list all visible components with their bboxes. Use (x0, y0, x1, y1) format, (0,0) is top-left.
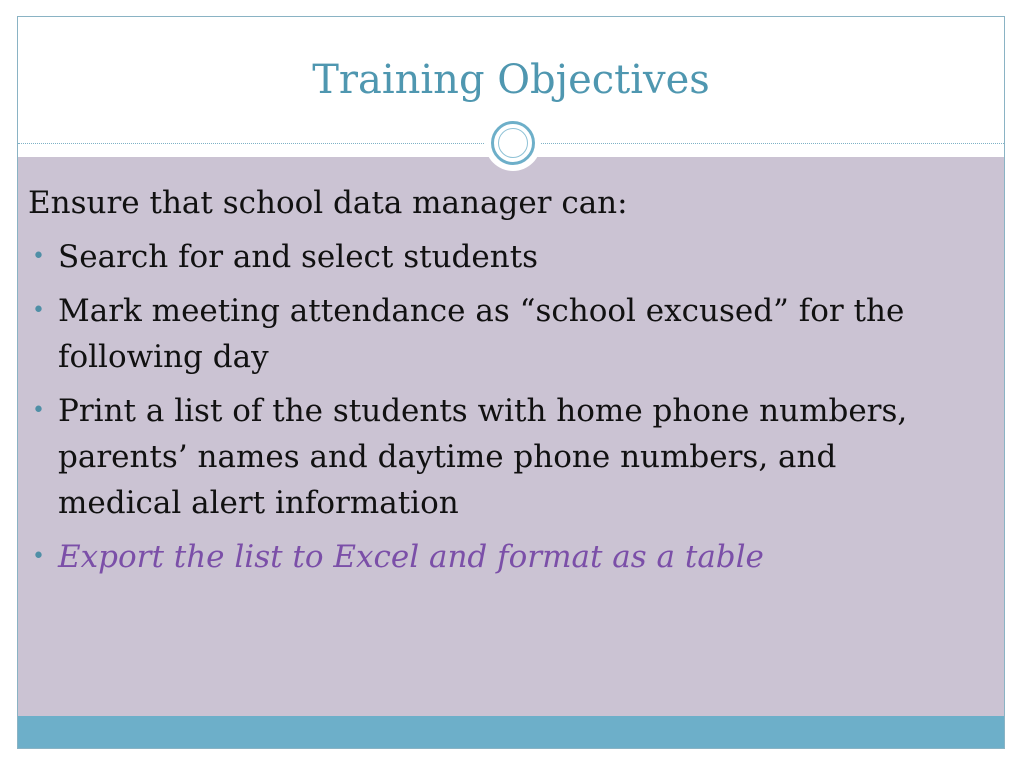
list-item (28, 234, 968, 280)
circle-ornament-icon (485, 115, 541, 171)
list-item-text: Search for and select students (58, 239, 539, 275)
list-item (28, 388, 968, 526)
list-item-text: Mark meeting attendance as “school excused” for the following day (58, 293, 905, 375)
bullet-icon: • (32, 398, 45, 423)
list-item (28, 288, 968, 380)
list-item-text: Print a list of the students with home phone numbers, parents’ names and daytime phone numbers, and medical alert information (58, 393, 908, 521)
list-item-text-emphasis: Export the list to Excel and format as a table (58, 539, 764, 575)
objectives-list (28, 234, 968, 580)
bullet-icon: • (32, 298, 45, 323)
list-item (28, 534, 968, 580)
ornament-ring (491, 121, 535, 165)
slide-title: Training Objectives (312, 57, 710, 103)
ornament-inner-ring (498, 128, 528, 158)
slide-body (28, 180, 968, 588)
bullet-icon: • (32, 544, 45, 569)
bullet-icon: • (32, 244, 45, 269)
footer-bar (18, 716, 1004, 749)
intro-text: Ensure that school data manager can: (28, 185, 628, 221)
